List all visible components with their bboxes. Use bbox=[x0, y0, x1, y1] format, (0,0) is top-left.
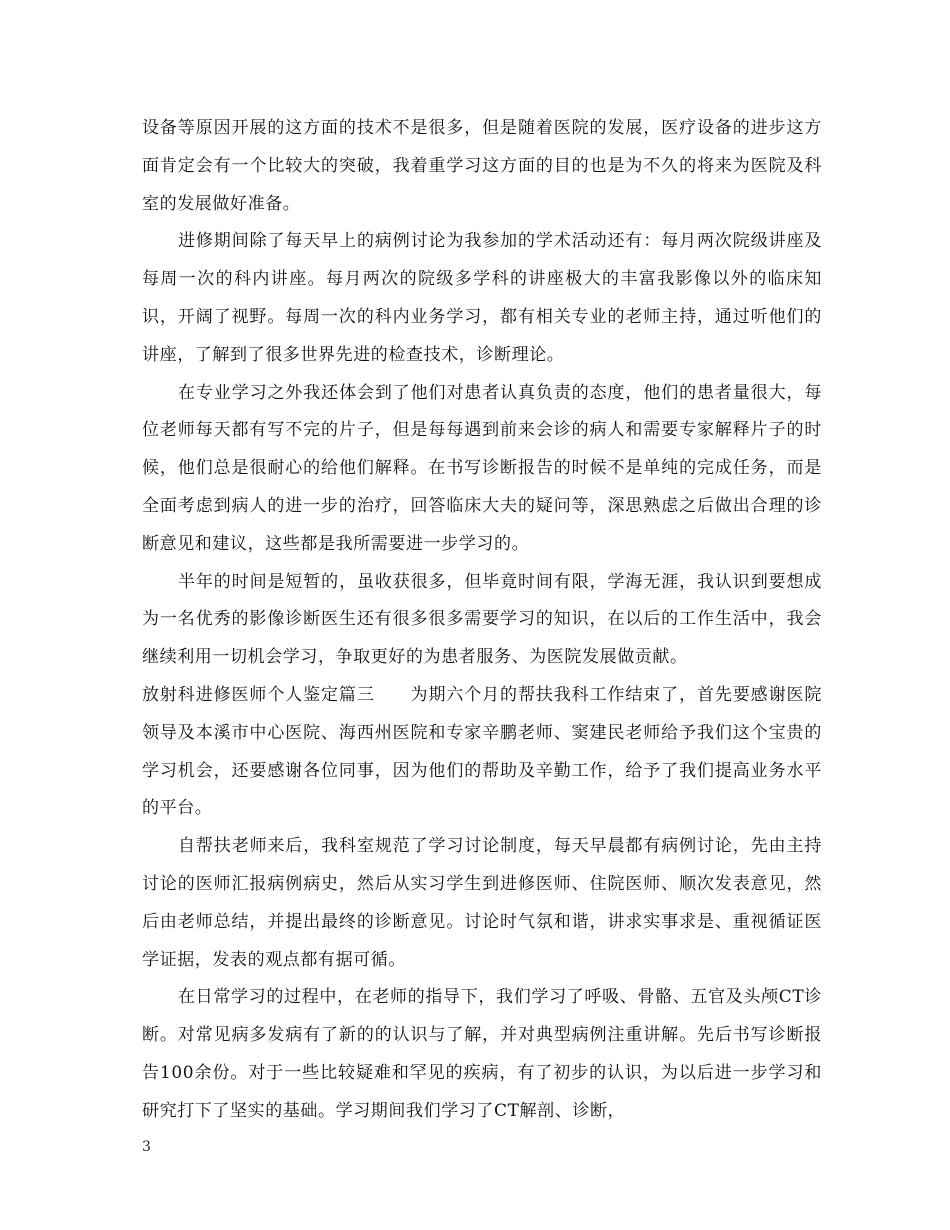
body-text bbox=[142, 110, 822, 1131]
paragraph-5-text: 为期六个月的帮扶我科工作结束了，首先要感谢医院领导及本溪市中心医院、海西州医院和专家辛鹏老师、窦建民老师给予我们这个宝贵的学习机会，还要感谢各位同事，因为他们的帮助及辛勤工作，给予了我们提高业务水平的平台。 bbox=[142, 684, 822, 819]
paragraph-4: 半年的时间是短暂的，虽收获很多，但毕竟时间有限，学海无涯，我认识到要想成为一名优秀的影像诊断医生还有很多很多需要学习的知识，在以后的工作生活中，我会继续利用一切机会学习，争取更好的为患者服务、为医院发展做贡献。 bbox=[142, 571, 822, 668]
paragraph-3: 在专业学习之外我还体会到了他们对患者认真负责的态度，他们的患者量很大，每位老师每天都有写不完的片子，但是每每遇到前来会诊的病人和需要专家解释片子的时候，他们总是很耐心的给他们解释。在书写诊断报告的时候不是单纯的完成任务，而是全面考虑到病人的进一步的治疗，回答临床大夫的疑问等，深思熟虑之后做出合理的诊断意见和建议，这些都是我所需要进一步学习的。 bbox=[142, 382, 822, 554]
paragraph-2: 进修期间除了每天早上的病例讨论为我参加的学术活动还有：每月两次院级讲座及每周一次的科内讲座。每月两次的院级多学科的讲座极大的丰富我影像以外的临床知识，开阔了视野。每周一次的科内业务学习，都有相关专业的老师主持，通过听他们的讲座，了解到了很多世界先进的检查技术，诊断理论。 bbox=[142, 231, 822, 365]
paragraph-5 bbox=[142, 677, 822, 828]
paragraph-1: 设备等原因开展的这方面的技术不是很多，但是随着医院的发展，医疗设备的进步这方面肯定会有一个比较大的突破，我着重学习这方面的目的也是为不久的将来为医院及科室的发展做好准备。 bbox=[142, 118, 822, 214]
page-number: 3 bbox=[142, 1139, 151, 1155]
paragraph-6: 自帮扶老师来后，我科室规范了学习讨论制度，每天早晨都有病例讨论，先由主持讨论的医师汇报病例病史，然后从实习学生到进修医师、住院医师、顺次发表意见，然后由老师总结，并提出最终的诊断意见。讨论时气氛和谐，讲求实事求是、重视循证医学证据，发表的观点都有据可循。 bbox=[142, 836, 822, 970]
title-gap bbox=[375, 685, 411, 705]
section-title: 放射科进修医师个人鉴定篇三 bbox=[142, 684, 375, 705]
paragraph-7: 在日常学习的过程中，在老师的指导下，我们学习了呼吸、骨骼、五官及头颅CT诊断。对常见病多发病有了新的的认识与了解，并对典型病例注重讲解。先后书写诊断报告100余份。对于一些比较疑难和罕见的疾病，有了初步的认识，为以后进一步学习和研究打下了坚实的基础。学习期间我们学习了CT解剖、诊断， bbox=[142, 987, 822, 1121]
